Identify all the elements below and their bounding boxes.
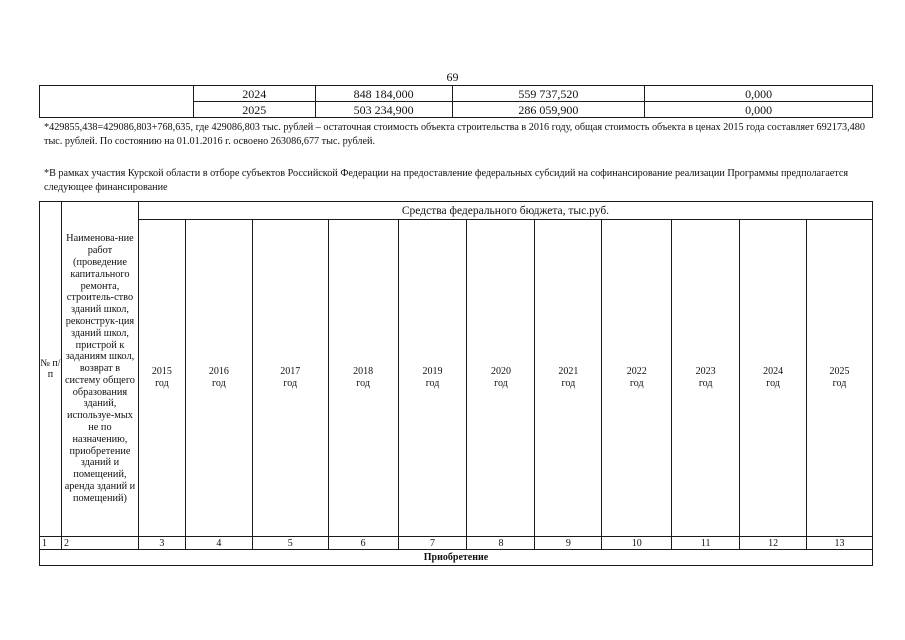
column-number: 13 [807, 537, 873, 550]
column-number: 4 [185, 537, 252, 550]
column-number: 1 [40, 537, 62, 550]
year-header-2024: 2024 год [740, 220, 807, 537]
value-cell: 0,000 [645, 102, 873, 118]
year-header-2023: 2023 год [672, 220, 740, 537]
column-numbers-row [40, 537, 873, 550]
year-cell: 2024 [193, 86, 315, 102]
federal-budget-table [39, 201, 873, 566]
value-cell: 0,000 [645, 86, 873, 102]
value-cell: 503 234,900 [315, 102, 452, 118]
year-header-2016: 2016 год [185, 220, 252, 537]
federal-budget-header: Средства федерального бюджета, тыс.руб. [138, 202, 872, 220]
column-number: 8 [467, 537, 535, 550]
column-number: 11 [672, 537, 740, 550]
value-cell: 286 059,900 [452, 102, 645, 118]
year-header-2020: 2020 год [467, 220, 535, 537]
value-cell: 848 184,000 [315, 86, 452, 102]
column-number: 2 [61, 537, 138, 550]
column-number: 12 [740, 537, 807, 550]
year-header-2022: 2022 год [602, 220, 672, 537]
year-header-2025: 2025 год [807, 220, 873, 537]
value-cell: 559 737,520 [452, 86, 645, 102]
years-row [40, 220, 873, 537]
footnote-cost: *429855,438=429086,803+768,635, где 429086,803 тыс. рублей – остаточная стоимость объекта строительства в 2016 году, общая стоимость объекта в ценах 2015 года составляет 692173,480 тыс. рублей. По состоянию на 01.01.2016 г. освоено 263086,677 тыс. рублей. [44, 122, 865, 147]
section-row [40, 550, 873, 566]
col-num-header: № п/ п [40, 202, 62, 537]
empty-cell [40, 86, 194, 118]
year-cell: 2025 [193, 102, 315, 118]
column-number: 6 [328, 537, 398, 550]
year-header-2015: 2015 год [138, 220, 185, 537]
column-number: 5 [252, 537, 328, 550]
header-row [40, 202, 873, 220]
table-row [40, 86, 873, 102]
column-number: 10 [602, 537, 672, 550]
year-header-2021: 2021 год [535, 220, 602, 537]
footnote-federal: *В рамках участия Курской области в отборе субъектов Российской Федерации на предоставление федеральных субсидий на софинансирование реализации Программы предполагается следующее финансирование [44, 168, 849, 193]
top-table [39, 85, 873, 118]
column-number: 9 [535, 537, 602, 550]
page-number: 69 [446, 70, 459, 84]
col-work-header: Наименова-ние работ (проведение капитального ремонта, строитель-ство зданий школ, реконструк-ция зданий школ, пристрой к заданиям школ, возврат в систему общего образования зданий, используе-мых не по назначению, приобретение зданий и помещений, аренда зданий и помещений) [61, 202, 138, 537]
year-header-2019: 2019 год [398, 220, 467, 537]
year-header-2017: 2017 год [252, 220, 328, 537]
column-number: 3 [138, 537, 185, 550]
section-title: Приобретение [40, 550, 873, 566]
year-header-2018: 2018 год [328, 220, 398, 537]
column-number: 7 [398, 537, 467, 550]
